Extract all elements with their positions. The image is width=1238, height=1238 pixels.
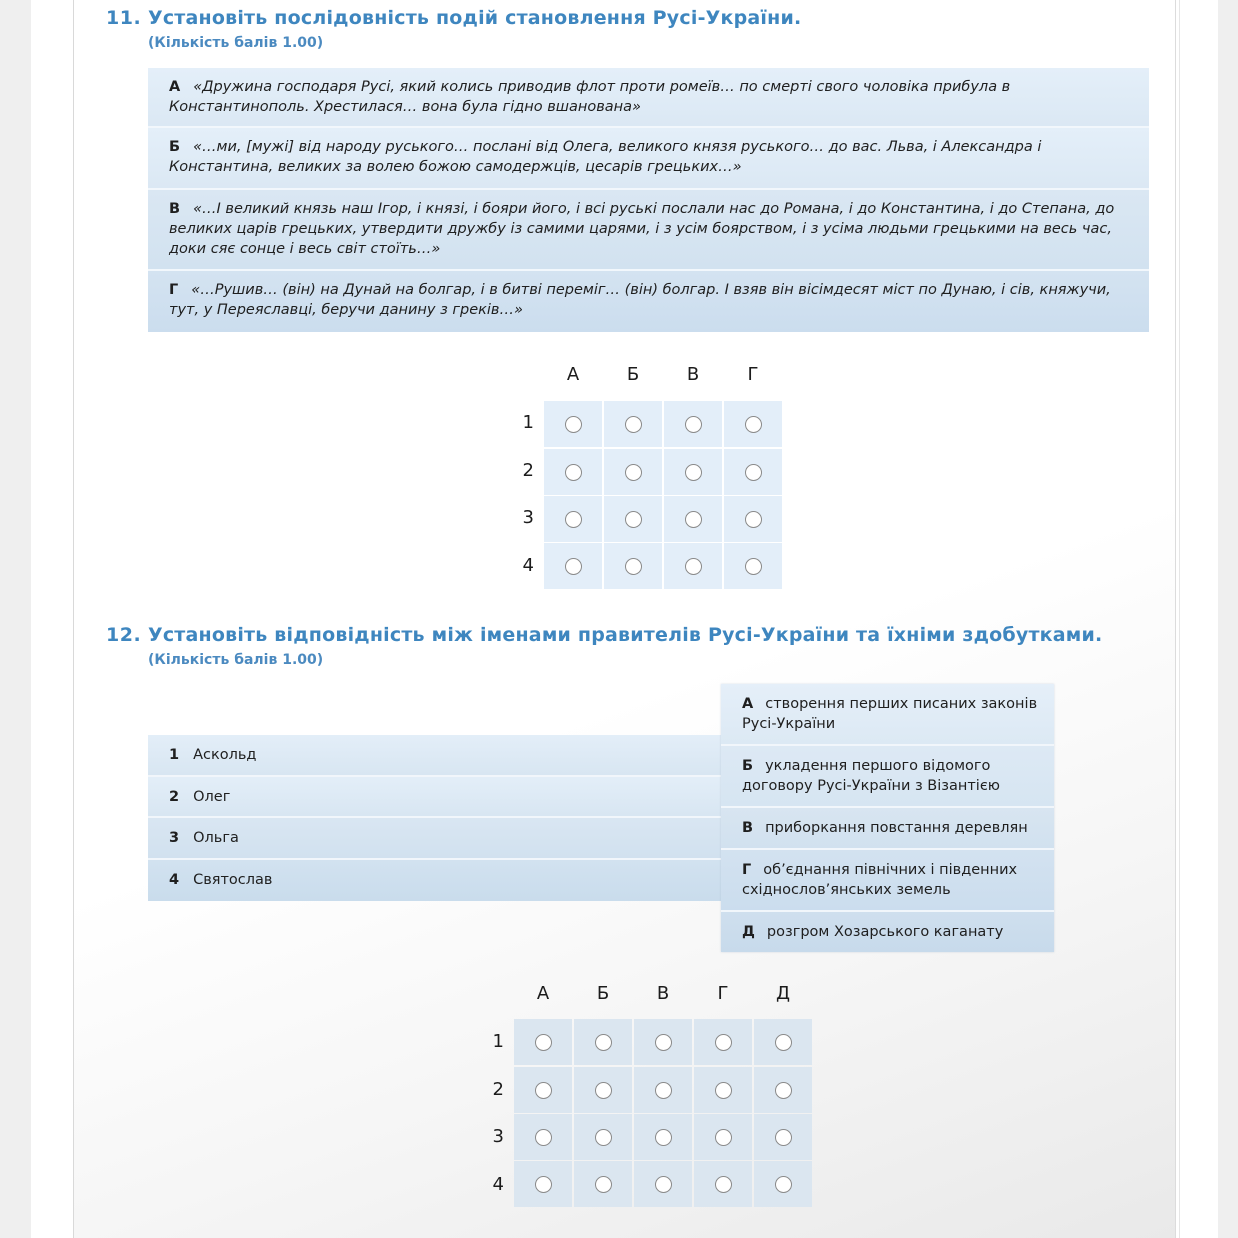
matrix-cell-4-v[interactable] (634, 1161, 692, 1207)
radio-3-a[interactable] (565, 511, 582, 528)
question-heading (106, 624, 1102, 646)
matrix-cell-2-v[interactable] (634, 1067, 692, 1113)
radio-3-d[interactable] (775, 1129, 792, 1146)
matrix-cell-4-d[interactable] (754, 1161, 812, 1207)
statement-letter: Г (169, 282, 179, 298)
matrix-cell-1-h[interactable] (694, 1019, 752, 1065)
matrix-cell-4-h[interactable] (694, 1161, 752, 1207)
matrix-cell-2-b[interactable] (574, 1067, 632, 1113)
radio-2-h[interactable] (745, 464, 762, 481)
option-b (721, 746, 1054, 808)
matrix-cell-1-b[interactable] (604, 401, 662, 447)
answer-matrix-12 (474, 983, 824, 1213)
column-header: Б (596, 983, 610, 1004)
option-letter: Б (742, 758, 754, 774)
row-label: 1 (492, 1031, 504, 1052)
radio-2-b[interactable] (625, 464, 642, 481)
radio-2-a[interactable] (565, 464, 582, 481)
ruler-number: 3 (169, 830, 180, 846)
column-header: Б (626, 364, 640, 385)
ruler-item-3 (148, 818, 728, 860)
matrix-cell-4-a[interactable] (514, 1161, 572, 1207)
option-h (721, 850, 1054, 912)
ruler-name: Аскольд (193, 747, 257, 763)
matrix-cell-1-h[interactable] (724, 401, 782, 447)
column-header: В (656, 983, 670, 1004)
matrix-cell-4-a[interactable] (544, 543, 602, 589)
ruler-item-1 (148, 735, 728, 777)
ruler-name-list (148, 735, 728, 901)
question-points: (Кількість балів 1.00) (148, 35, 324, 51)
ruler-number: 2 (169, 788, 180, 805)
radio-2-h[interactable] (715, 1082, 732, 1099)
statement-letter: Б (169, 139, 181, 155)
radio-3-v[interactable] (655, 1129, 672, 1146)
radio-4-h[interactable] (745, 558, 762, 575)
answer-matrix-11 (504, 364, 794, 594)
option-text: укладення першого відомого договору Русі-України з Візантією (742, 758, 1000, 794)
statement-a (148, 68, 1149, 128)
statement-v (148, 190, 1149, 271)
statement-text: «Дружина господаря Русі, який колись приводив флот проти ромеїв… по смерті свого чоловіка прибула в Константинополь. Хрестилася… вона була гідно вшанована» (169, 79, 1011, 115)
row-label: 3 (492, 1126, 504, 1147)
matrix-cell-1-b[interactable] (574, 1019, 632, 1065)
matrix-cell-4-b[interactable] (574, 1161, 632, 1207)
matrix-cell-1-a[interactable] (514, 1019, 572, 1065)
matrix-cell-3-a[interactable] (544, 496, 602, 542)
matrix-cell-3-h[interactable] (694, 1114, 752, 1160)
ruler-name: Олег (193, 788, 231, 805)
matrix-cell-3-v[interactable] (634, 1114, 692, 1160)
radio-4-h[interactable] (715, 1176, 732, 1193)
radio-3-b[interactable] (625, 511, 642, 528)
option-text: розгром Хозарського каганату (766, 924, 1004, 940)
matrix-cell-4-b[interactable] (604, 543, 662, 589)
matrix-cell-3-a[interactable] (514, 1114, 572, 1160)
statement-text: «…Рушив… (він) на Дунай на болгар, і в битві переміг… (він) болгар. І взяв він вісімдесят міст по Дунаю, і сів, княжучи, тут, у Переяславці, беручи данину з греків…» (169, 282, 1111, 318)
question-number: 11. (106, 7, 142, 29)
matrix-cell-2-b[interactable] (604, 449, 662, 495)
question-11 (74, 0, 1175, 600)
column-header: Д (775, 983, 791, 1004)
option-letter: Г (742, 862, 752, 878)
radio-1-a[interactable] (565, 416, 582, 433)
radio-3-h[interactable] (715, 1129, 732, 1146)
radio-4-v[interactable] (655, 1176, 672, 1193)
question-heading (106, 7, 801, 29)
radio-2-v[interactable] (685, 464, 702, 481)
radio-2-v[interactable] (655, 1082, 672, 1099)
achievement-option-list (721, 684, 1054, 952)
radio-2-d[interactable] (775, 1082, 792, 1099)
matrix-cell-2-d[interactable] (754, 1067, 812, 1113)
option-a (721, 684, 1054, 746)
radio-1-a[interactable] (535, 1034, 552, 1051)
matrix-cell-3-b[interactable] (604, 496, 662, 542)
ruler-number: 4 (169, 871, 180, 888)
row-label: 1 (522, 412, 534, 433)
option-letter: А (742, 696, 754, 712)
question-number: 12. (106, 624, 142, 646)
matrix-cell-4-v[interactable] (664, 543, 722, 589)
radio-4-a[interactable] (565, 558, 582, 575)
option-text: об’єднання північних і південних східнослов’янських земель (742, 862, 1018, 898)
column-header: А (566, 364, 580, 385)
matrix-cell-4-h[interactable] (724, 543, 782, 589)
matrix-cell-1-d[interactable] (754, 1019, 812, 1065)
left-margin (0, 0, 31, 1238)
option-d (721, 912, 1054, 952)
matrix-cell-3-b[interactable] (574, 1114, 632, 1160)
row-label: 3 (522, 507, 534, 528)
radio-3-a[interactable] (535, 1129, 552, 1146)
matrix-cell-1-a[interactable] (544, 401, 602, 447)
column-header: Г (717, 983, 729, 1004)
matrix-cell-2-h[interactable] (724, 449, 782, 495)
row-label: 2 (492, 1079, 504, 1100)
option-text: створення перших писаних законів Русі-України (742, 696, 1038, 732)
option-text: приборкання повстання деревлян (765, 820, 1028, 836)
option-v (721, 808, 1054, 850)
column-header: В (686, 364, 700, 385)
matrix-cell-1-v[interactable] (634, 1019, 692, 1065)
statement-text: «…І великий князь наш Ігор, і князі, і бояри його, і всі руські послали нас до Романа, і до Константина, і до Степана, до великих царів грецьких, утвердити дружбу із самими царями, і з усім боярством, і з усіма людьми грецькими на весь час, доки сяє сонце і весь світ стоїть…» (169, 201, 1115, 257)
statement-letter: В (169, 201, 181, 217)
radio-2-b[interactable] (595, 1082, 612, 1099)
radio-1-v[interactable] (655, 1034, 672, 1051)
question-title: Установіть відповідність між іменами правителів Русі-України та їхніми здобутками. (148, 624, 1103, 646)
ruler-number: 1 (169, 747, 180, 763)
radio-1-h[interactable] (715, 1034, 732, 1051)
column-header: А (536, 983, 550, 1004)
radio-3-b[interactable] (595, 1129, 612, 1146)
test-page (73, 0, 1176, 1238)
right-margin (1218, 0, 1238, 1238)
radio-4-b[interactable] (625, 558, 642, 575)
matrix-cell-2-h[interactable] (694, 1067, 752, 1113)
matrix-cell-3-d[interactable] (754, 1114, 812, 1160)
option-letter: В (742, 820, 754, 836)
radio-1-b[interactable] (625, 416, 642, 433)
statement-letter: А (169, 79, 181, 95)
ruler-item-4 (148, 860, 728, 902)
statement-h (148, 271, 1149, 332)
row-label: 2 (522, 460, 534, 481)
ruler-name: Ольга (193, 830, 239, 846)
row-label: 4 (492, 1174, 504, 1195)
question-title: Установіть послідовність подій становлення Русі-України. (148, 7, 802, 29)
matrix-cell-3-h[interactable] (724, 496, 782, 542)
radio-4-b[interactable] (595, 1176, 612, 1193)
statement-text: «…ми, [мужі] від народу руського… послані від Олега, великого князя руського… до вас. Льва, і Александра і Константина, великих за волею божою самодержців, цесарів грецьких…» (169, 139, 1042, 175)
radio-3-v[interactable] (685, 511, 702, 528)
statement-b (148, 128, 1149, 190)
ruler-item-2 (148, 777, 728, 819)
radio-4-a[interactable] (535, 1176, 552, 1193)
matrix-cell-3-v[interactable] (664, 496, 722, 542)
matrix-cell-2-a[interactable] (514, 1067, 572, 1113)
question-points: (Кількість балів 1.00) (148, 652, 324, 668)
row-label: 4 (522, 555, 534, 576)
radio-3-h[interactable] (745, 511, 762, 528)
matrix-cell-1-v[interactable] (664, 401, 722, 447)
option-letter: Д (742, 924, 755, 940)
matrix-cell-2-v[interactable] (664, 449, 722, 495)
statement-list (148, 68, 1149, 332)
radio-2-a[interactable] (535, 1082, 552, 1099)
radio-1-v[interactable] (685, 416, 702, 433)
radio-1-b[interactable] (595, 1034, 612, 1051)
radio-1-h[interactable] (745, 416, 762, 433)
radio-4-d[interactable] (775, 1176, 792, 1193)
radio-1-d[interactable] (775, 1034, 792, 1051)
radio-4-v[interactable] (685, 558, 702, 575)
matrix-cell-2-a[interactable] (544, 449, 602, 495)
column-header: Г (747, 364, 759, 385)
ruler-name: Святослав (193, 871, 273, 888)
